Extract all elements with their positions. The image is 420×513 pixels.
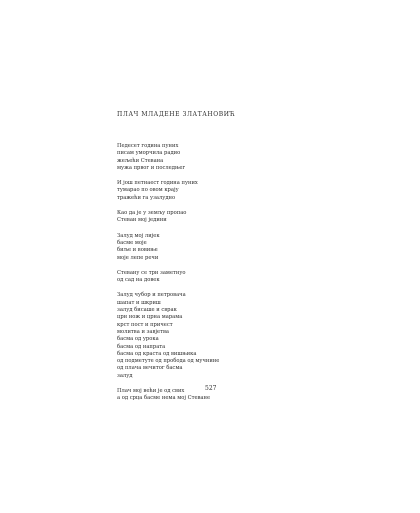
poem-line: Залуд чубор и петровача <box>117 292 186 299</box>
poem-line: црн нож и црна марама <box>117 314 183 321</box>
poem-line: крст пост и причест <box>117 321 173 328</box>
poem-line: басма од напрата <box>117 343 166 350</box>
poem-line: молитва и завјетва <box>117 328 169 335</box>
poem-line: басме моје <box>117 239 147 246</box>
poem-line: од сад на довек <box>117 277 160 284</box>
page-number: 527 <box>205 385 217 392</box>
poem-line: Стевану се трн заметнуо <box>117 269 186 276</box>
stanza <box>117 233 317 262</box>
poem-line: тражећи га узалудно <box>117 194 176 201</box>
poem-line: шапат и шкриш <box>117 299 161 306</box>
poem-line: тумарао по овом крају <box>117 187 179 194</box>
poem-line: басма од урока <box>117 336 159 343</box>
stanza <box>117 210 317 225</box>
poem-line: басма од краста од вишњика <box>117 350 197 357</box>
poem-line: залуд <box>117 372 133 379</box>
stanza <box>117 388 317 403</box>
poem-body <box>117 143 317 411</box>
poem-line: жељећи Стевана <box>117 157 164 164</box>
poem-line: И још петнаест година пуних <box>117 180 198 187</box>
poem-line: Као да је у земљу пропао <box>117 210 187 217</box>
stanza <box>117 292 317 380</box>
poem-line: моје лепе речи <box>117 254 159 261</box>
poem-line: а од срца басме нема мој Стеване <box>117 395 211 402</box>
poem-line: Плач мој већи је од свих <box>117 388 185 395</box>
poem-line: мужа првог и последњег <box>117 164 186 171</box>
stanza <box>117 270 317 285</box>
poem-line: Педесет година пуних <box>117 143 179 149</box>
poem-line: писам уморчила радио <box>117 150 181 157</box>
stanza <box>117 180 317 202</box>
stanza <box>117 143 317 172</box>
poem-line: залуд бисаше и сврак <box>117 307 177 314</box>
poem-line: Залуд мој лијек <box>117 232 160 239</box>
poem-line: од плача вечитог басма <box>117 365 183 372</box>
poem-line: Стеван мој једини <box>117 217 167 224</box>
poem-line: биље и вовиње <box>117 247 158 254</box>
poem-line: од подметуте од пробода од мучнине <box>117 358 220 365</box>
poem-title: ПЛАЧ МЛАДЕНЕ ЗЛАТАНОВИЋ <box>117 111 236 118</box>
